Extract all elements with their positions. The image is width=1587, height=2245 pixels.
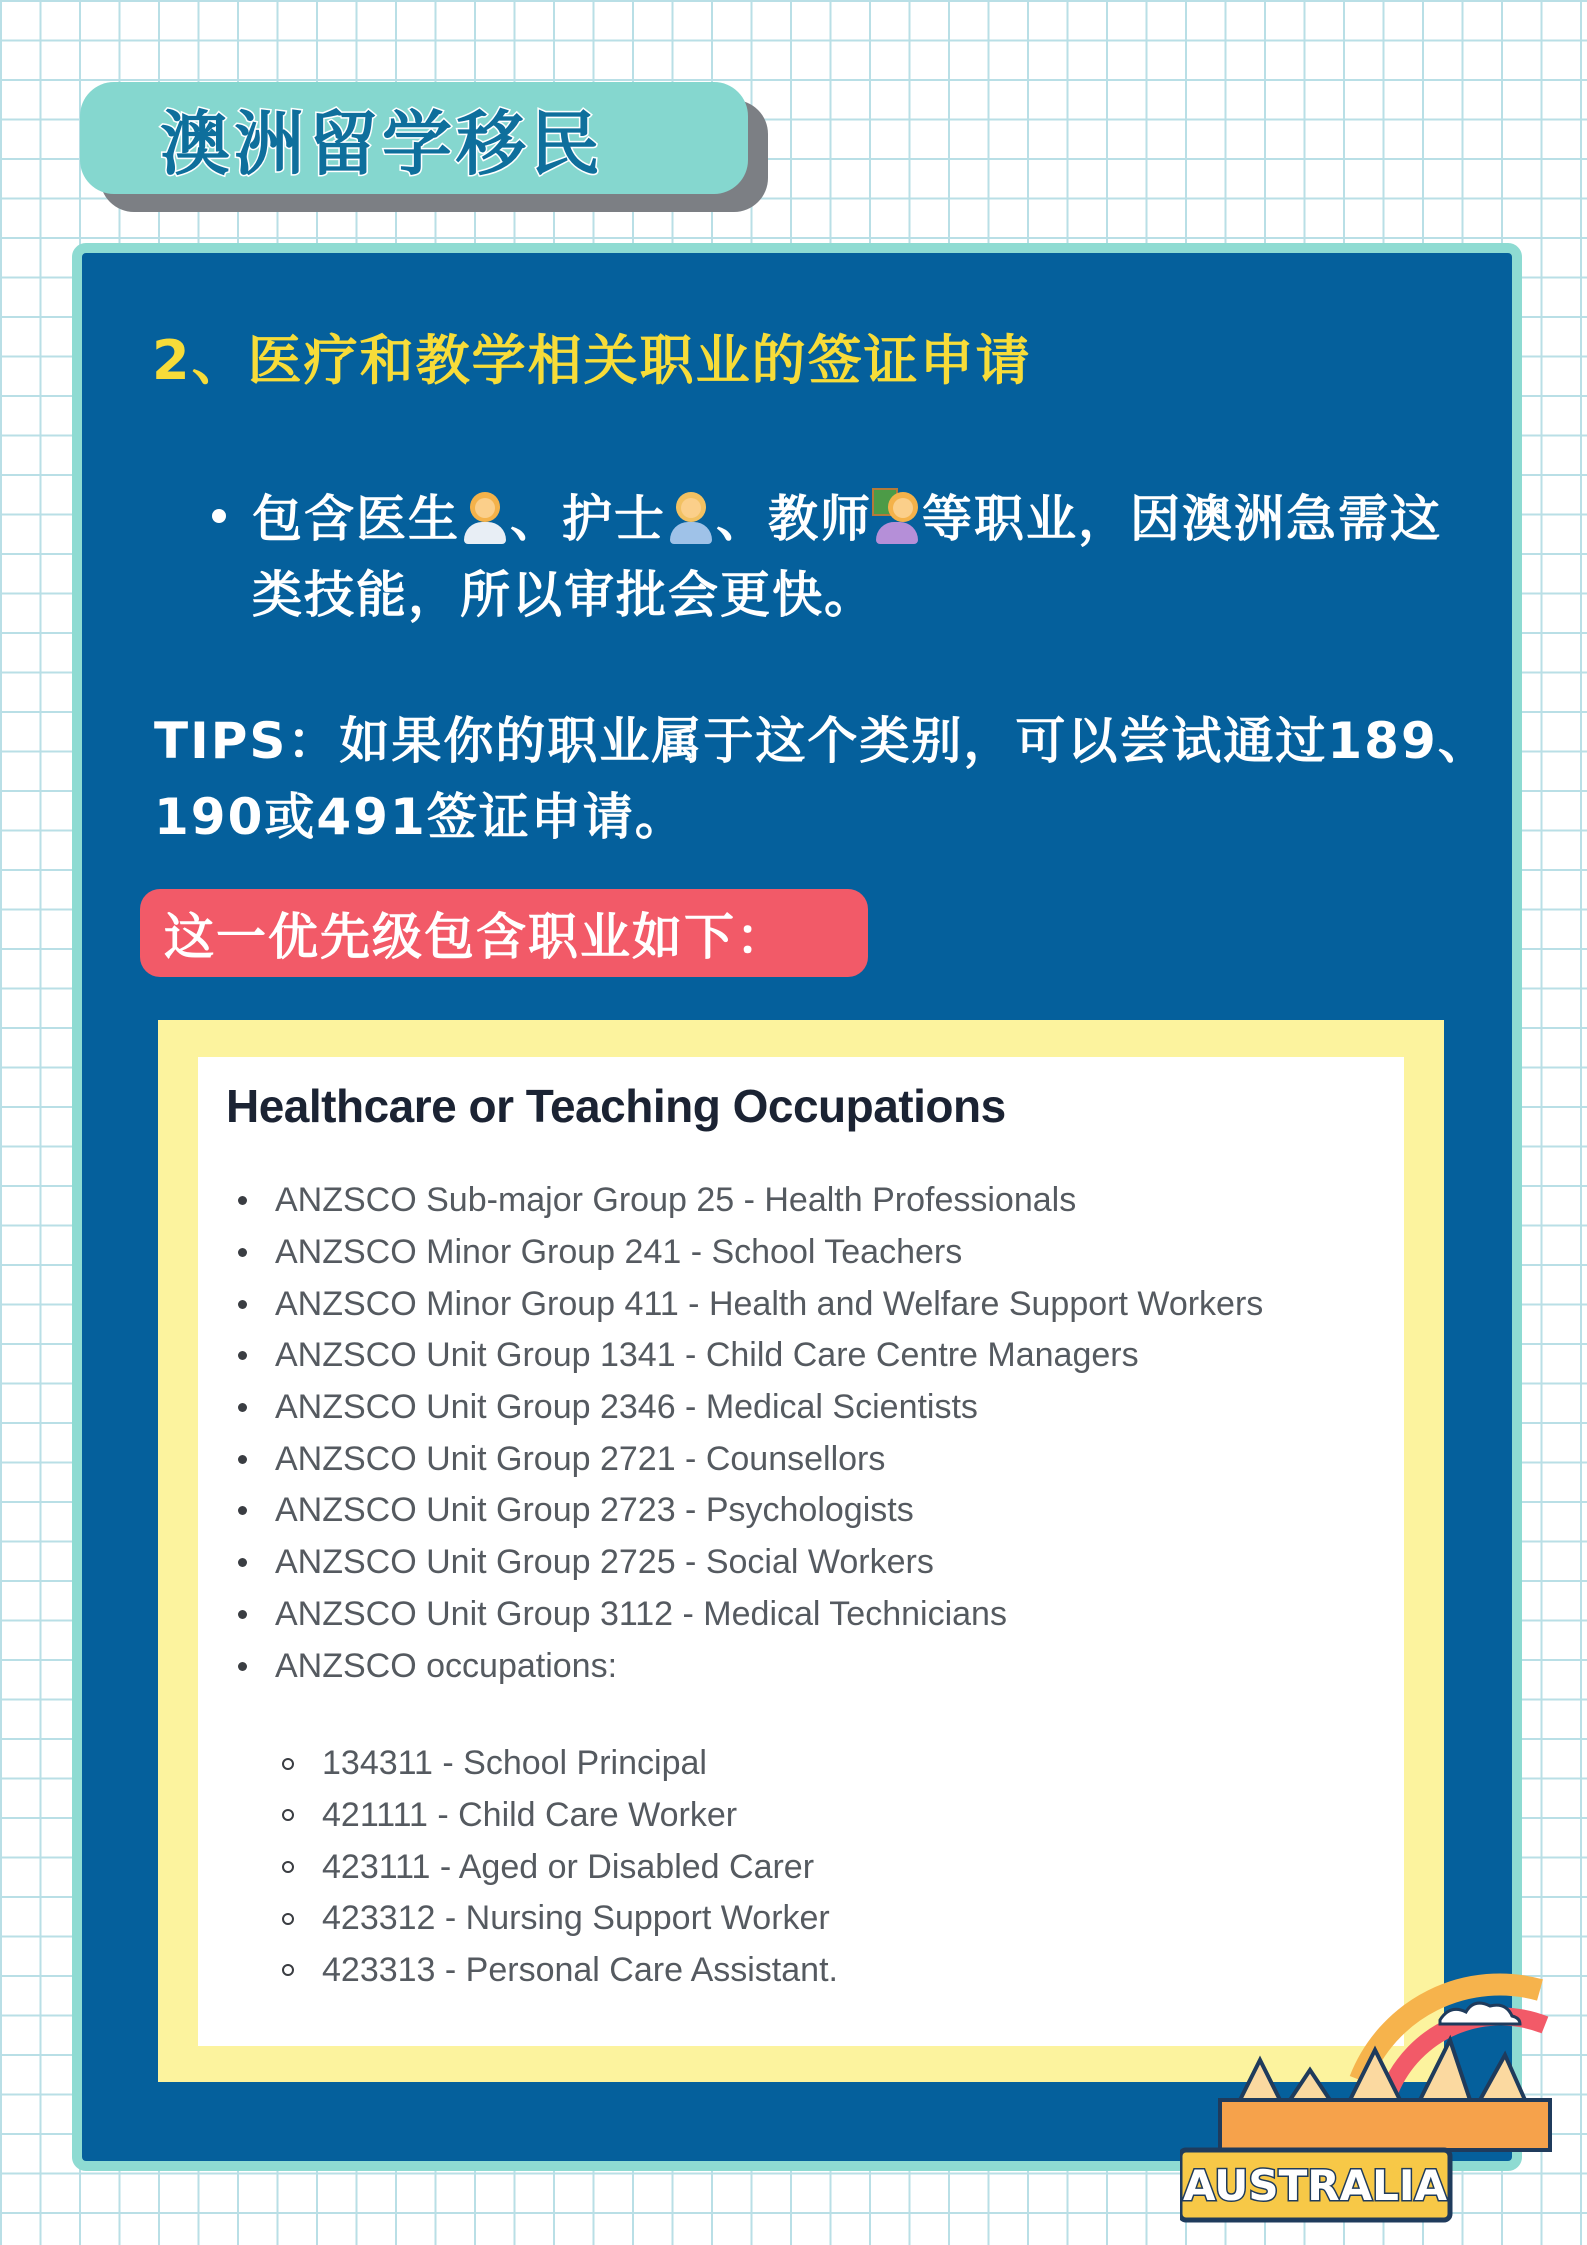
tips-text: TIPS：如果你的职业属于这个类别，可以尝试通过189、190或491签证申请。 <box>154 712 1490 846</box>
list-item: ANZSCO Sub-major Group 25 - Health Professionals <box>226 1175 1404 1227</box>
list-item: ANZSCO Unit Group 2721 - Counsellors <box>226 1433 1404 1485</box>
cloud-icon <box>1440 2003 1520 2024</box>
section-heading: 2、医疗和教学相关职业的签证申请 <box>152 329 1032 392</box>
list-item: ANZSCO Unit Group 1341 - Child Care Centre Managers <box>226 1330 1404 1382</box>
circle-bullet-icon <box>282 1809 294 1821</box>
bullet-icon <box>238 1455 247 1464</box>
teacher-emoji-icon <box>872 488 922 544</box>
bullet-sep-1: 、护士 <box>510 490 666 548</box>
occupations-frame <box>158 1020 1444 2082</box>
bullet-icon <box>238 1196 247 1205</box>
bullet-icon <box>238 1662 247 1671</box>
sub-list-item: 421111 - Child Care Worker <box>226 1790 1404 1842</box>
bullet-icon <box>238 1403 247 1412</box>
occupations-card <box>198 1057 1404 2046</box>
doctor-emoji-icon <box>460 488 510 544</box>
bullet-icon <box>238 1610 247 1619</box>
occupation-list <box>226 1175 1404 1692</box>
sub-list-item: 134311 - School Principal <box>226 1738 1404 1790</box>
circle-bullet-icon <box>282 1861 294 1873</box>
bullet-part-2: 等职业，因澳洲急需这类技能，所以审批会更快。 <box>252 490 1442 624</box>
bullet-text <box>252 481 1452 633</box>
list-item: ANZSCO Unit Group 3112 - Medical Technicians <box>226 1589 1404 1641</box>
bullet-icon <box>238 1300 247 1309</box>
content-panel <box>72 243 1522 2171</box>
sub-list-item: 423111 - Aged or Disabled Carer <box>226 1841 1404 1893</box>
bullet-icon <box>238 1248 247 1257</box>
circle-bullet-icon <box>282 1758 294 1770</box>
list-item: ANZSCO occupations: <box>226 1640 1404 1692</box>
circle-bullet-icon <box>282 1964 294 1976</box>
card-title: Healthcare or Teaching Occupations <box>226 1080 1006 1132</box>
bullet-dot <box>212 509 226 523</box>
bullet-icon <box>238 1351 247 1360</box>
circle-bullet-icon <box>282 1913 294 1925</box>
page-title: 澳洲留学移民 <box>160 102 604 185</box>
list-item: ANZSCO Unit Group 2346 - Medical Scientists <box>226 1382 1404 1434</box>
badge-text: AUSTRALIA <box>1183 2161 1447 2210</box>
list-item: ANZSCO Unit Group 2723 - Psychologists <box>226 1485 1404 1537</box>
priority-tag: 这一优先级包含职业如下： <box>140 889 868 977</box>
sun-ray-arc-icon-inner <box>1390 2016 1545 2090</box>
sub-list-item: 423312 - Nursing Support Worker <box>226 1893 1404 1945</box>
header-tag <box>80 82 748 194</box>
list-item: ANZSCO Unit Group 2725 - Social Workers <box>226 1537 1404 1589</box>
bullet-icon <box>238 1558 247 1567</box>
australia-badge-illustration <box>1180 1950 1580 2230</box>
nurse-emoji-icon <box>666 488 716 544</box>
sub-list-item: 423313 - Personal Care Assistant. <box>226 1945 1404 1997</box>
skyline-base-icon <box>1220 2100 1550 2150</box>
list-item: ANZSCO Minor Group 411 - Health and Welfare Support Workers <box>226 1278 1404 1330</box>
list-item: ANZSCO Minor Group 241 - School Teachers <box>226 1227 1404 1279</box>
bullet-item <box>212 481 1452 633</box>
bullet-sep-2: 、教师 <box>716 490 872 548</box>
bullet-part-1: 包含医生 <box>252 490 460 548</box>
bullet-icon <box>238 1506 247 1515</box>
